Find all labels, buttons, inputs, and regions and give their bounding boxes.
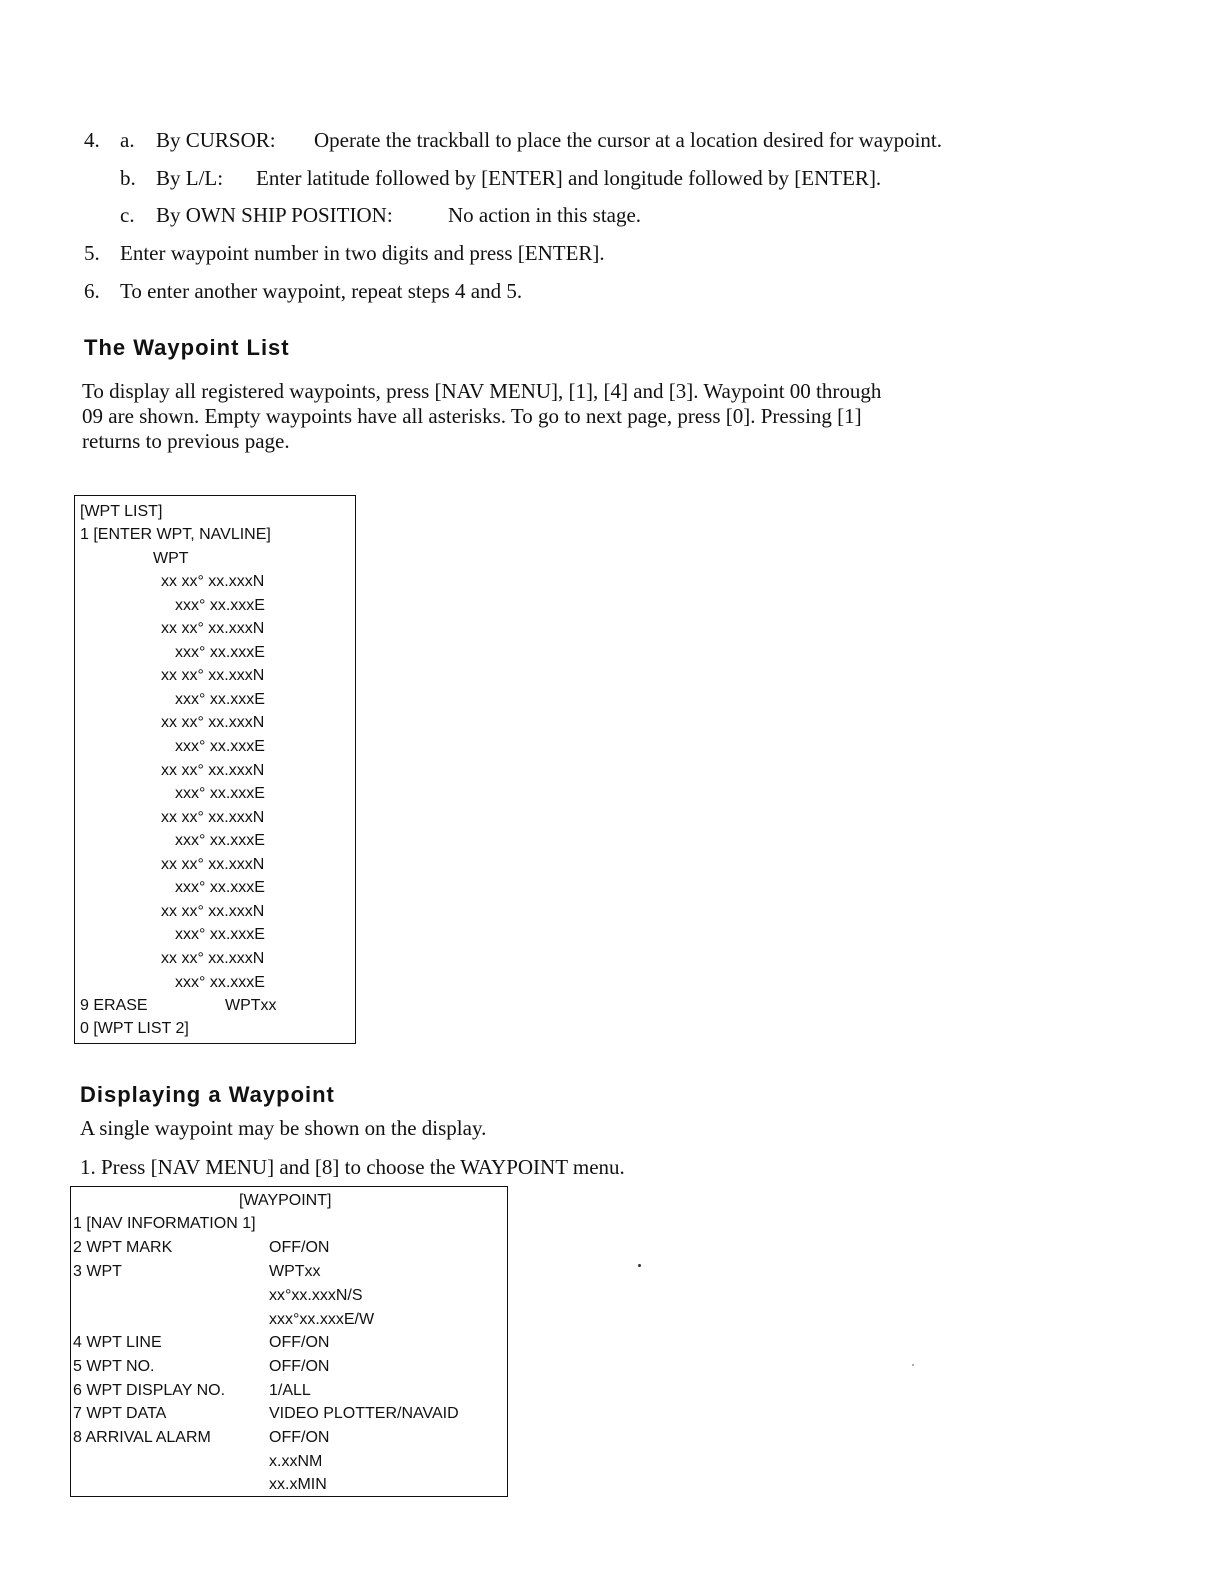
wpt-latitude: xx xx° xx.xxxN [161,573,265,590]
wpt-list-title: [WPT LIST] [80,503,163,520]
step-text: Operate the trackball to place the cursor at a location desired for waypoint. [314,128,942,152]
erase-value: WPTxx [225,997,277,1014]
wpt-longitude: xxx° xx.xxxE [175,832,265,849]
waypoint-list-paragraph [82,379,881,454]
section-heading-displaying-waypoint: Displaying a Waypoint [80,1082,335,1107]
wpt-longitude: xxx° xx.xxxE [175,879,265,896]
menu-item-erase: 9 ERASE [80,997,148,1014]
paragraph-line: To display all registered waypoints, press [NAV MENU], [1], [4] and [3]. Waypoint 00 through [82,379,882,403]
wpt-latitude: xx xx° xx.xxxN [161,762,265,779]
menu-item-enter-wpt: 1 [ENTER WPT, NAVLINE] [80,526,271,543]
wpt-latitude: xx xx° xx.xxxN [161,903,265,920]
wpt-column-label: WPT [153,550,189,567]
step-text: To enter another waypoint, repeat steps 4 and 5. [120,279,523,303]
step-text: Enter latitude followed by [ENTER] and longitude followed by [ENTER]. [256,166,882,190]
menu-item-label: 4 WPT LINE [73,1334,162,1351]
wpt-latitude: xx xx° xx.xxxN [161,809,265,826]
step-label: By L/L: [156,166,224,190]
scan-speck [638,1264,641,1267]
wpt-longitude: xxx° xx.xxxE [175,974,265,991]
wpt-list-screen [74,495,356,1044]
menu-item-next-page: 0 [WPT LIST 2] [80,1020,189,1037]
displaying-step-1: 1. Press [NAV MENU] and [8] to choose the WAYPOINT menu. [80,1155,625,1179]
menu-item-label: 8 ARRIVAL ALARM [73,1429,211,1446]
menu-item-label: 1 [NAV INFORMATION 1] [73,1215,256,1232]
menu-item-label: 7 WPT DATA [73,1405,167,1422]
wpt-latitude: xx xx° xx.xxxN [161,856,265,873]
wpt-latitude: xx xx° xx.xxxN [161,667,265,684]
step-number: 6. [84,279,100,303]
menu-item-value: OFF/ON [269,1334,330,1351]
section-heading-waypoint-list: The Waypoint List [84,335,290,360]
menu-item-value: OFF/ON [269,1358,330,1375]
step-letter: c. [120,203,135,227]
wpt-longitude: xxx° xx.xxxE [175,738,265,755]
paragraph-line: returns to previous page. [82,429,290,453]
step-label: By OWN SHIP POSITION: [156,203,393,227]
menu-item-label: 2 WPT MARK [73,1239,173,1256]
wpt-latitude: xx xx° xx.xxxN [161,620,265,637]
menu-item-value: xx.xMIN [269,1476,327,1493]
step-text: Enter waypoint number in two digits and press [ENTER]. [120,241,605,265]
step-letter: b. [120,166,136,190]
menu-item-value: OFF/ON [269,1239,330,1256]
waypoint-menu-title: [WAYPOINT] [239,1192,332,1209]
step-letter: a. [120,128,135,152]
wpt-longitude: xxx° xx.xxxE [175,691,265,708]
scan-speck [912,1364,914,1366]
wpt-latitude: xx xx° xx.xxxN [161,714,265,731]
step-number: 4. [84,128,100,152]
wpt-longitude: xxx° xx.xxxE [175,926,265,943]
step-number: 5. [84,241,100,265]
menu-item-value: xxx°xx.xxxE/W [269,1311,375,1328]
wpt-longitude: xxx° xx.xxxE [175,785,265,802]
menu-item-value: xx°xx.xxxN/S [269,1287,363,1304]
menu-item-value: x.xxNM [269,1453,323,1470]
paragraph-line: 09 are shown. Empty waypoints have all asterisks. To go to next page, press [0]. Pressing [1] [82,404,862,428]
menu-item-label: 3 WPT [73,1263,122,1280]
displaying-intro: A single waypoint may be shown on the display. [80,1116,487,1140]
wpt-latitude: xx xx° xx.xxxN [161,950,265,967]
wpt-longitude: xxx° xx.xxxE [175,644,265,661]
waypoint-menu-screen [70,1186,508,1497]
menu-item-value: OFF/ON [269,1429,330,1446]
menu-item-value: VIDEO PLOTTER/NAVAID [269,1405,459,1422]
menu-item-label: 6 WPT DISPLAY NO. [73,1382,226,1399]
menu-item-value: WPTxx [269,1263,321,1280]
menu-item-value: 1/ALL [269,1382,311,1399]
step-text: No action in this stage. [448,203,642,227]
wpt-longitude: xxx° xx.xxxE [175,597,265,614]
menu-item-label: 5 WPT NO. [73,1358,155,1375]
step-label: By CURSOR: [156,128,276,152]
